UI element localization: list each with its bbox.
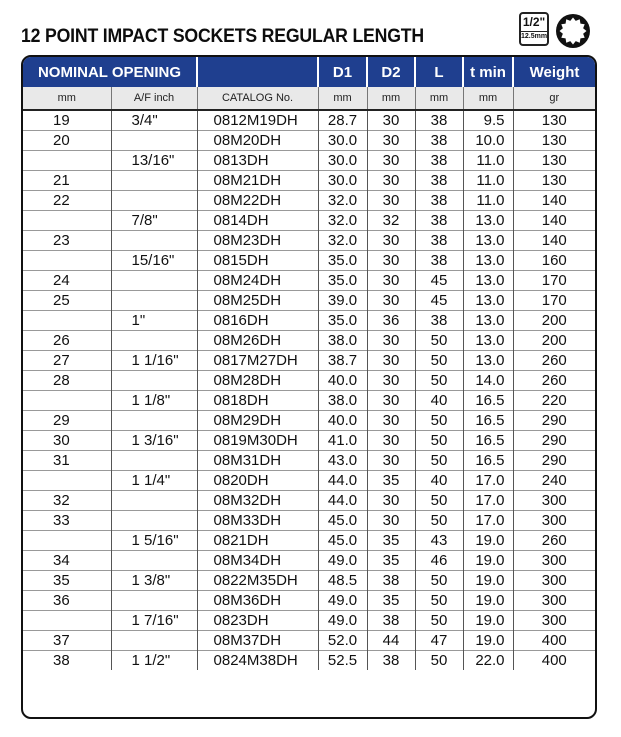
cell-tmin: 13.0 xyxy=(463,211,513,231)
cell-d1: 32.0 xyxy=(318,191,367,211)
cell-weight: 300 xyxy=(513,511,595,531)
cell-tmin: 16.5 xyxy=(463,431,513,451)
cell-catalog: 08M22DH xyxy=(197,191,318,211)
cell-d1: 30.0 xyxy=(318,171,367,191)
cell-d1: 35.0 xyxy=(318,271,367,291)
cell-l: 40 xyxy=(415,471,463,491)
cell-catalog: 08M37DH xyxy=(197,631,318,651)
cell-l: 45 xyxy=(415,271,463,291)
cell-tmin: 14.0 xyxy=(463,371,513,391)
unit-d2: mm xyxy=(367,87,415,110)
cell-d2: 30 xyxy=(367,371,415,391)
cell-d1: 39.0 xyxy=(318,291,367,311)
cell-catalog: 0813DH xyxy=(197,151,318,171)
cell-catalog: 08M25DH xyxy=(197,291,318,311)
cell-d1: 38.0 xyxy=(318,391,367,411)
table-row xyxy=(23,351,595,371)
cell-d2: 44 xyxy=(367,631,415,651)
cell-d1: 38.0 xyxy=(318,331,367,351)
cell-inch xyxy=(111,411,197,431)
cell-l: 50 xyxy=(415,451,463,471)
cell-d2: 35 xyxy=(367,471,415,491)
cell-d1: 45.0 xyxy=(318,511,367,531)
cell-catalog: 0822M35DH xyxy=(197,571,318,591)
cell-tmin: 11.0 xyxy=(463,151,513,171)
cell-d2: 35 xyxy=(367,531,415,551)
cell-catalog: 0817M27DH xyxy=(197,351,318,371)
table-row xyxy=(23,131,595,151)
cell-d2: 30 xyxy=(367,491,415,511)
cell-mm: 28 xyxy=(23,371,111,391)
cell-d2: 38 xyxy=(367,611,415,631)
cell-mm: 23 xyxy=(23,231,111,251)
table-row xyxy=(23,211,595,231)
cell-mm xyxy=(23,471,111,491)
cell-weight: 260 xyxy=(513,371,595,391)
12-point-socket-icon xyxy=(554,12,592,50)
cell-tmin: 19.0 xyxy=(463,531,513,551)
cell-d1: 38.7 xyxy=(318,351,367,371)
cell-catalog: 08M29DH xyxy=(197,411,318,431)
cell-catalog: 0814DH xyxy=(197,211,318,231)
cell-d2: 30 xyxy=(367,271,415,291)
table-row xyxy=(23,631,595,651)
cell-l: 50 xyxy=(415,611,463,631)
cell-l: 50 xyxy=(415,491,463,511)
page-title: 12 POINT IMPACT SOCKETS REGULAR LENGTH xyxy=(21,26,424,47)
cell-inch xyxy=(111,451,197,471)
cell-d1: 44.0 xyxy=(318,491,367,511)
cell-mm: 29 xyxy=(23,411,111,431)
table-row xyxy=(23,110,595,131)
table-row xyxy=(23,571,595,591)
cell-d1: 49.0 xyxy=(318,591,367,611)
cell-mm: 31 xyxy=(23,451,111,471)
cell-l: 45 xyxy=(415,291,463,311)
cell-l: 38 xyxy=(415,171,463,191)
cell-weight: 130 xyxy=(513,171,595,191)
cell-catalog: 0812M19DH xyxy=(197,110,318,131)
header-weight: Weight xyxy=(513,57,595,87)
cell-inch: 1 1/4" xyxy=(111,471,197,491)
cell-d1: 49.0 xyxy=(318,611,367,631)
unit-d1: mm xyxy=(318,87,367,110)
cell-weight: 400 xyxy=(513,651,595,671)
cell-inch xyxy=(111,511,197,531)
cell-weight: 130 xyxy=(513,131,595,151)
cell-weight: 140 xyxy=(513,191,595,211)
table-row xyxy=(23,651,595,671)
cell-l: 50 xyxy=(415,411,463,431)
cell-inch xyxy=(111,371,197,391)
cell-l: 50 xyxy=(415,351,463,371)
cell-tmin: 16.5 xyxy=(463,411,513,431)
cell-d1: 35.0 xyxy=(318,311,367,331)
cell-d1: 30.0 xyxy=(318,131,367,151)
cell-inch: 1" xyxy=(111,311,197,331)
cell-d2: 35 xyxy=(367,591,415,611)
cell-d1: 40.0 xyxy=(318,371,367,391)
cell-mm: 34 xyxy=(23,551,111,571)
cell-mm xyxy=(23,531,111,551)
cell-inch: 1 5/16" xyxy=(111,531,197,551)
cell-tmin: 19.0 xyxy=(463,631,513,651)
cell-d1: 43.0 xyxy=(318,451,367,471)
table-row xyxy=(23,511,595,531)
cell-weight: 140 xyxy=(513,211,595,231)
cell-catalog: 08M21DH xyxy=(197,171,318,191)
cell-mm: 21 xyxy=(23,171,111,191)
table-row xyxy=(23,411,595,431)
cell-catalog: 08M36DH xyxy=(197,591,318,611)
cell-catalog: 0818DH xyxy=(197,391,318,411)
cell-weight: 290 xyxy=(513,451,595,471)
cell-mm: 38 xyxy=(23,651,111,671)
cell-l: 50 xyxy=(415,571,463,591)
cell-inch xyxy=(111,551,197,571)
cell-mm: 25 xyxy=(23,291,111,311)
cell-weight: 300 xyxy=(513,571,595,591)
cell-mm: 37 xyxy=(23,631,111,651)
table-row xyxy=(23,151,595,171)
cell-l: 50 xyxy=(415,591,463,611)
cell-weight: 400 xyxy=(513,631,595,651)
unit-inch: A/F inch xyxy=(111,87,197,110)
cell-inch xyxy=(111,131,197,151)
cell-catalog: 08M32DH xyxy=(197,491,318,511)
header-l: L xyxy=(415,57,463,87)
cell-tmin: 19.0 xyxy=(463,571,513,591)
cell-tmin: 11.0 xyxy=(463,171,513,191)
cell-d2: 30 xyxy=(367,131,415,151)
cell-d2: 30 xyxy=(367,351,415,371)
cell-inch: 1 1/16" xyxy=(111,351,197,371)
cell-d2: 35 xyxy=(367,551,415,571)
cell-catalog: 08M28DH xyxy=(197,371,318,391)
unit-mm: mm xyxy=(23,87,111,110)
cell-mm: 20 xyxy=(23,131,111,151)
cell-inch: 7/8" xyxy=(111,211,197,231)
cell-d2: 32 xyxy=(367,211,415,231)
cell-weight: 200 xyxy=(513,311,595,331)
cell-tmin: 13.0 xyxy=(463,251,513,271)
cell-d2: 38 xyxy=(367,651,415,671)
sockets-table-frame xyxy=(21,55,597,719)
cell-weight: 220 xyxy=(513,391,595,411)
cell-weight: 200 xyxy=(513,331,595,351)
cell-l: 50 xyxy=(415,431,463,451)
cell-tmin: 17.0 xyxy=(463,471,513,491)
cell-catalog: 0816DH xyxy=(197,311,318,331)
cell-l: 43 xyxy=(415,531,463,551)
cell-d1: 49.0 xyxy=(318,551,367,571)
cell-catalog: 08M34DH xyxy=(197,551,318,571)
cell-d1: 48.5 xyxy=(318,571,367,591)
drive-metric-label: 12.5mm xyxy=(521,33,548,40)
cell-d1: 30.0 xyxy=(318,151,367,171)
cell-d1: 35.0 xyxy=(318,251,367,271)
cell-d1: 40.0 xyxy=(318,411,367,431)
cell-d2: 38 xyxy=(367,571,415,591)
table-row xyxy=(23,591,595,611)
cell-mm: 24 xyxy=(23,271,111,291)
table-row xyxy=(23,391,595,411)
cell-weight: 130 xyxy=(513,110,595,131)
cell-weight: 290 xyxy=(513,411,595,431)
table-row xyxy=(23,251,595,271)
cell-d2: 30 xyxy=(367,171,415,191)
table-row xyxy=(23,531,595,551)
cell-tmin: 19.0 xyxy=(463,591,513,611)
cell-d1: 45.0 xyxy=(318,531,367,551)
cell-tmin: 13.0 xyxy=(463,351,513,371)
cell-l: 38 xyxy=(415,110,463,131)
cell-l: 38 xyxy=(415,231,463,251)
cell-inch: 1 3/8" xyxy=(111,571,197,591)
cell-l: 50 xyxy=(415,331,463,351)
cell-catalog: 0823DH xyxy=(197,611,318,631)
cell-inch: 1 3/16" xyxy=(111,431,197,451)
cell-tmin: 9.5 xyxy=(463,110,513,131)
table-body xyxy=(23,110,595,670)
table-row xyxy=(23,551,595,571)
cell-inch xyxy=(111,591,197,611)
cell-mm xyxy=(23,211,111,231)
cell-mm xyxy=(23,251,111,271)
cell-catalog: 0815DH xyxy=(197,251,318,271)
table-row xyxy=(23,471,595,491)
cell-weight: 300 xyxy=(513,551,595,571)
table-row xyxy=(23,291,595,311)
unit-weight: gr xyxy=(513,87,595,110)
cell-l: 47 xyxy=(415,631,463,651)
cell-mm: 35 xyxy=(23,571,111,591)
square-drive-icon xyxy=(519,12,549,46)
cell-tmin: 22.0 xyxy=(463,651,513,671)
cell-inch xyxy=(111,291,197,311)
cell-d1: 41.0 xyxy=(318,431,367,451)
cell-l: 38 xyxy=(415,151,463,171)
cell-weight: 300 xyxy=(513,611,595,631)
cell-mm xyxy=(23,151,111,171)
cell-d1: 32.0 xyxy=(318,211,367,231)
cell-catalog: 08M26DH xyxy=(197,331,318,351)
cell-l: 50 xyxy=(415,371,463,391)
cell-mm: 30 xyxy=(23,431,111,451)
cell-d2: 30 xyxy=(367,231,415,251)
cell-catalog: 0824M38DH xyxy=(197,651,318,671)
table-row xyxy=(23,491,595,511)
cell-l: 46 xyxy=(415,551,463,571)
cell-catalog: 0819M30DH xyxy=(197,431,318,451)
header-d1: D1 xyxy=(318,57,367,87)
cell-d1: 32.0 xyxy=(318,231,367,251)
header-tmin: t min xyxy=(463,57,513,87)
cell-inch: 1 1/2" xyxy=(111,651,197,671)
cell-tmin: 16.5 xyxy=(463,451,513,471)
cell-tmin: 13.0 xyxy=(463,331,513,351)
cell-catalog: 08M23DH xyxy=(197,231,318,251)
cell-l: 40 xyxy=(415,391,463,411)
table-row xyxy=(23,371,595,391)
cell-l: 50 xyxy=(415,651,463,671)
cell-l: 38 xyxy=(415,211,463,231)
table-row xyxy=(23,171,595,191)
cell-tmin: 13.0 xyxy=(463,311,513,331)
cell-weight: 170 xyxy=(513,271,595,291)
cell-d2: 30 xyxy=(367,291,415,311)
cell-tmin: 19.0 xyxy=(463,611,513,631)
cell-inch xyxy=(111,171,197,191)
cell-catalog: 08M33DH xyxy=(197,511,318,531)
cell-weight: 300 xyxy=(513,591,595,611)
cell-d2: 30 xyxy=(367,191,415,211)
cell-mm: 26 xyxy=(23,331,111,351)
table-row xyxy=(23,271,595,291)
cell-d1: 52.5 xyxy=(318,651,367,671)
cell-d2: 30 xyxy=(367,331,415,351)
unit-catalog: CATALOG No. xyxy=(197,87,318,110)
cell-catalog: 08M24DH xyxy=(197,271,318,291)
cell-weight: 290 xyxy=(513,431,595,451)
cell-tmin: 16.5 xyxy=(463,391,513,411)
cell-inch xyxy=(111,271,197,291)
table-row xyxy=(23,311,595,331)
table-row xyxy=(23,431,595,451)
cell-inch: 3/4" xyxy=(111,110,197,131)
cell-l: 38 xyxy=(415,311,463,331)
header-catalog-blank xyxy=(197,57,318,87)
table-row xyxy=(23,191,595,211)
cell-tmin: 19.0 xyxy=(463,551,513,571)
cell-mm: 19 xyxy=(23,110,111,131)
cell-mm: 22 xyxy=(23,191,111,211)
table-row xyxy=(23,331,595,351)
unit-l: mm xyxy=(415,87,463,110)
cell-l: 38 xyxy=(415,191,463,211)
cell-catalog: 0821DH xyxy=(197,531,318,551)
cell-tmin: 10.0 xyxy=(463,131,513,151)
cell-catalog: 0820DH xyxy=(197,471,318,491)
cell-inch: 15/16" xyxy=(111,251,197,271)
cell-mm: 33 xyxy=(23,511,111,531)
cell-inch xyxy=(111,231,197,251)
cell-inch xyxy=(111,631,197,651)
cell-inch: 1 7/16" xyxy=(111,611,197,631)
drive-size-label: 1/2" xyxy=(522,15,546,29)
cell-d2: 36 xyxy=(367,311,415,331)
cell-tmin: 13.0 xyxy=(463,231,513,251)
cell-inch: 13/16" xyxy=(111,151,197,171)
cell-inch xyxy=(111,191,197,211)
cell-catalog: 08M20DH xyxy=(197,131,318,151)
cell-inch: 1 1/8" xyxy=(111,391,197,411)
cell-d2: 30 xyxy=(367,451,415,471)
cell-weight: 160 xyxy=(513,251,595,271)
cell-d2: 30 xyxy=(367,151,415,171)
header-d2: D2 xyxy=(367,57,415,87)
cell-tmin: 11.0 xyxy=(463,191,513,211)
cell-weight: 240 xyxy=(513,471,595,491)
cell-d2: 30 xyxy=(367,251,415,271)
cell-tmin: 17.0 xyxy=(463,511,513,531)
cell-l: 50 xyxy=(415,511,463,531)
cell-mm: 36 xyxy=(23,591,111,611)
header-row xyxy=(23,57,595,87)
table-row xyxy=(23,611,595,631)
cell-d1: 28.7 xyxy=(318,110,367,131)
cell-mm: 27 xyxy=(23,351,111,371)
cell-d2: 30 xyxy=(367,411,415,431)
cell-mm xyxy=(23,611,111,631)
sockets-table xyxy=(23,57,595,670)
cell-tmin: 17.0 xyxy=(463,491,513,511)
cell-d2: 30 xyxy=(367,431,415,451)
cell-inch xyxy=(111,331,197,351)
cell-weight: 140 xyxy=(513,231,595,251)
unit-tmin: mm xyxy=(463,87,513,110)
cell-l: 38 xyxy=(415,251,463,271)
cell-d2: 30 xyxy=(367,110,415,131)
table-row xyxy=(23,231,595,251)
cell-weight: 260 xyxy=(513,351,595,371)
cell-weight: 170 xyxy=(513,291,595,311)
cell-weight: 130 xyxy=(513,151,595,171)
cell-catalog: 08M31DH xyxy=(197,451,318,471)
cell-weight: 300 xyxy=(513,491,595,511)
cell-mm: 32 xyxy=(23,491,111,511)
table-row xyxy=(23,451,595,471)
header-nominal-opening: NOMINAL OPENING xyxy=(23,57,197,87)
cell-weight: 260 xyxy=(513,531,595,551)
cell-mm xyxy=(23,391,111,411)
cell-tmin: 13.0 xyxy=(463,271,513,291)
cell-inch xyxy=(111,491,197,511)
cell-l: 38 xyxy=(415,131,463,151)
cell-tmin: 13.0 xyxy=(463,291,513,311)
cell-d2: 30 xyxy=(367,391,415,411)
units-row xyxy=(23,87,595,110)
cell-d1: 44.0 xyxy=(318,471,367,491)
cell-d2: 30 xyxy=(367,511,415,531)
cell-mm xyxy=(23,311,111,331)
cell-d1: 52.0 xyxy=(318,631,367,651)
